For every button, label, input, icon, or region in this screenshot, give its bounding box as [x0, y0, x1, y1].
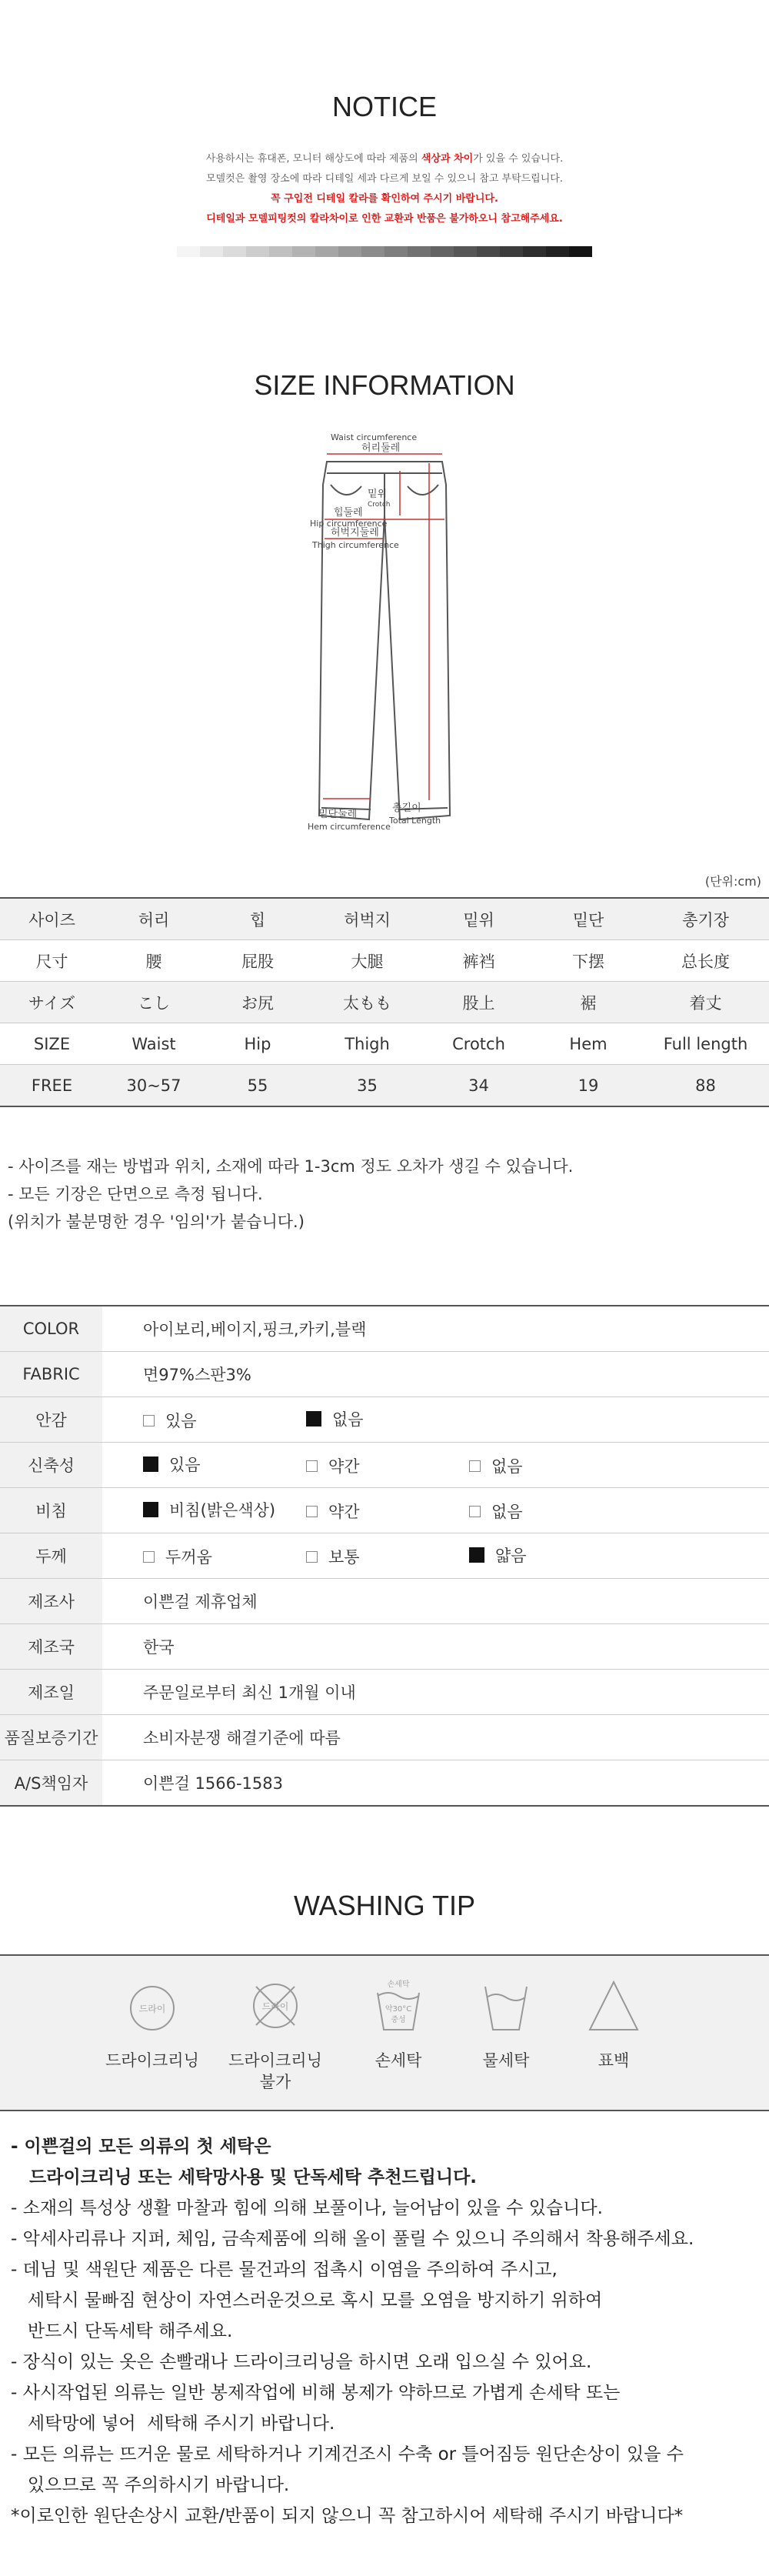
option: 약간: [306, 1454, 469, 1477]
size-table-row: [0, 982, 769, 1023]
hip-label-en: Hip circumference: [310, 519, 388, 529]
option: 있음: [143, 1453, 306, 1476]
option: 보통: [306, 1545, 469, 1568]
gradient-swatch: [338, 246, 361, 257]
size-table-cell: 허리: [104, 898, 204, 940]
wash-item-hand-wash: [345, 1956, 452, 2071]
size-note: (위치가 불분명한 경우 '임의'가 붙습니다.): [8, 1213, 305, 1231]
hand-wash-icon: [345, 1956, 452, 2033]
wash-label: 손세탁: [375, 2051, 422, 2070]
size-table-cell: 下摆: [534, 940, 642, 982]
checkbox-icon: [143, 1415, 155, 1426]
svg-text:손세탁: 손세탁: [387, 1980, 410, 1989]
wash-item-no-dry-clean: [221, 1956, 329, 2093]
notice-line-2: 모델컷은 촬영 장소에 따라 디테일 세과 다르게 보일 수 있으니 참고 부탁드립니다.: [205, 173, 563, 185]
size-table-cell: 30~57: [104, 1065, 204, 1107]
gradient-swatch: [292, 246, 315, 257]
washing-tip-line: 세탁망에 넣어 세탁해 주시기 바랍니다.: [11, 2414, 335, 2434]
size-note: - 사이즈를 재는 방법과 위치, 소재에 따라 1-3cm 정도 오차가 생길 수 있습니다.: [8, 1157, 574, 1176]
size-table-cell: 19: [534, 1065, 642, 1107]
spec-row-date: [0, 1670, 769, 1715]
gradient-swatch: [384, 246, 408, 257]
washing-tip-line: - 사시작업된 의류는 일반 봉제작업에 비해 봉제가 약하므로 가볍게 손세탁 또는: [11, 2383, 621, 2403]
size-table-row: [0, 898, 769, 940]
svg-text:드라이: 드라이: [138, 2004, 166, 2014]
gradient-bar: [177, 246, 592, 257]
water-wash-icon: [452, 1956, 560, 2033]
size-table-cell: 밑위: [423, 898, 534, 940]
washing-tip-line: 반드시 단독세탁 해주세요.: [11, 2321, 233, 2341]
spec-label: 비침: [0, 1488, 102, 1533]
washing-tip-line: - 악세사리류나 지퍼, 체임, 금속제품에 의해 올이 풀릴 수 있으니 주의해서 착용해주세요.: [11, 2229, 694, 2249]
hip-label-ko: 힙둘레: [334, 507, 363, 519]
no-dry-clean-icon: [221, 1956, 329, 2033]
checkbox-icon: [469, 1460, 481, 1472]
size-table-cell: 55: [204, 1065, 311, 1107]
size-notes: [8, 1153, 573, 1236]
spec-row-maker: [0, 1579, 769, 1624]
gradient-swatch: [177, 246, 200, 257]
svg-text:중성: 중성: [391, 2016, 406, 2024]
spec-row-as: [0, 1760, 769, 1807]
spec-label: 제조사: [0, 1579, 102, 1624]
wash-label: 드라이크리닝 불가: [228, 2051, 322, 2091]
waist-label-en: Waist circumference: [331, 432, 418, 442]
size-table-cell: 着丈: [642, 982, 769, 1023]
size-table-cell: Full length: [642, 1023, 769, 1065]
gradient-swatch: [200, 246, 223, 257]
length-label-en: Total Length: [389, 816, 441, 826]
size-table-cell: SIZE: [0, 1023, 104, 1065]
spec-label: 제조일: [0, 1670, 102, 1715]
washing-tip-line: - 이쁜걸의 모든 의류의 첫 세탁은: [11, 2137, 271, 2157]
spec-row-fabric: [0, 1352, 769, 1397]
notice-line-1: 사용하시는 휴대폰, 모니터 해상도에 따라 제품의 색상과 차이가 있을 수 있습니다.: [205, 153, 564, 165]
gradient-swatch: [246, 246, 269, 257]
svg-text:드라이: 드라이: [261, 2001, 289, 2012]
spec-table: [0, 1305, 769, 1807]
thigh-label-ko: 허벅지둘레: [331, 527, 379, 539]
washing-tip-line: - 데님 및 색원단 제품은 다른 물건과의 접촉시 이염을 주의하여 주시고,: [11, 2260, 558, 2280]
checkbox-checked-icon: [306, 1411, 321, 1426]
spec-label: 제조국: [0, 1624, 102, 1670]
spec-label: 두께: [0, 1533, 102, 1579]
size-table-cell: 腰: [104, 940, 204, 982]
spec-row-lining: [0, 1397, 769, 1443]
checkbox-icon: [306, 1460, 318, 1472]
wash-item-bleach: [560, 1956, 667, 2071]
option: 있음: [143, 1409, 306, 1432]
spec-label: 신축성: [0, 1443, 102, 1488]
gradient-swatch: [269, 246, 292, 257]
gradient-swatch: [523, 246, 546, 257]
size-table-cell: Thigh: [311, 1023, 423, 1065]
pants-diagram: [285, 431, 484, 846]
spec-value: 주문일로부터 최신 1개월 이내: [102, 1670, 769, 1715]
spec-label: 안감: [0, 1397, 102, 1443]
notice-line-4: 디테일과 모델피팅컷의 칼라차이로 인한 교환과 반품은 불가하오니 참고해주세요.: [206, 213, 563, 225]
checkbox-checked-icon: [469, 1547, 484, 1563]
size-table-cell: 大腿: [311, 940, 423, 982]
washing-tip-line: 세탁시 물빠짐 현상이 자연스러운것으로 혹시 모를 오염을 방지하기 위하여: [11, 2291, 603, 2311]
size-table-row: [0, 940, 769, 982]
size-table: [0, 897, 769, 1107]
spec-value: 이쁜걸 1566-1583: [102, 1760, 769, 1807]
notice-text: [0, 149, 769, 229]
unit-label: (단위:cm): [704, 874, 761, 889]
size-table-cell: お尻: [204, 982, 311, 1023]
option: 없음: [469, 1500, 632, 1523]
size-table-cell: 88: [642, 1065, 769, 1107]
gradient-swatch: [500, 246, 523, 257]
spec-row-warranty: [0, 1715, 769, 1760]
bleach-icon: [560, 1956, 667, 2033]
wash-label: 드라이크리닝: [105, 2051, 199, 2070]
washing-tip-line: 드라이크리닝 또는 세탁망사용 및 단독세탁 추천드립니다.: [11, 2167, 478, 2187]
size-table-cell: Waist: [104, 1023, 204, 1065]
washing-tip-line: - 장식이 있는 옷은 손빨래나 드라이크리닝을 하시면 오래 입으실 수 있어요.: [11, 2352, 592, 2372]
size-table-cell: 裾: [534, 982, 642, 1023]
size-table-cell: Crotch: [423, 1023, 534, 1065]
size-table-cell: こし: [104, 982, 204, 1023]
spec-value: 아이보리,베이지,핑크,카키,블랙: [102, 1306, 769, 1352]
size-table-cell: 屁股: [204, 940, 311, 982]
spec-row-country: [0, 1624, 769, 1670]
size-table-cell: Hip: [204, 1023, 311, 1065]
checkbox-checked-icon: [143, 1502, 158, 1517]
wash-label: 표백: [598, 2051, 630, 2070]
checkbox-icon: [143, 1551, 155, 1563]
option: 없음: [306, 1407, 469, 1430]
notice-line-3: 꼭 구입전 디테일 칼라를 확인하여 주시기 바랍니다.: [271, 193, 498, 205]
option: 얇음: [469, 1543, 632, 1567]
washing-tip-line: - 소재의 특성상 생활 마찰과 힘에 의해 보풀이나, 늘어남이 있을 수 있습니다.: [11, 2198, 603, 2218]
spec-value: 한국: [102, 1624, 769, 1670]
dry-clean-icon: [98, 1956, 206, 2033]
size-table-cell: 사이즈: [0, 898, 104, 940]
thigh-label-en: Thigh circumference: [312, 540, 399, 550]
gradient-swatch: [361, 246, 384, 257]
spec-label: COLOR: [0, 1306, 102, 1352]
gradient-swatch: [223, 246, 246, 257]
option: 약간: [306, 1500, 469, 1523]
hem-label-ko: 밑단둘레: [318, 809, 358, 820]
svg-text:약30°C: 약30°C: [384, 2005, 412, 2014]
wash-item-dry-clean: [98, 1956, 206, 2071]
spec-value: 이쁜걸 제휴업체: [102, 1579, 769, 1624]
notice-section: [0, 91, 769, 257]
spec-value: 면97%스판3%: [102, 1352, 769, 1397]
size-table-cell: 총기장: [642, 898, 769, 940]
checkbox-icon: [469, 1506, 481, 1517]
gradient-swatch: [408, 246, 431, 257]
spec-value: 소비자분쟁 해결기준에 따름: [102, 1715, 769, 1760]
size-table-cell: 总长度: [642, 940, 769, 982]
size-table-row: [0, 1023, 769, 1065]
spec-row-thickness: [0, 1533, 769, 1579]
size-table-cell: サイズ: [0, 982, 104, 1023]
size-table-cell: Hem: [534, 1023, 642, 1065]
size-note: - 모든 기장은 단면으로 측정 됩니다.: [8, 1185, 263, 1203]
washing-tip-line: 있으므로 꼭 주의하시기 바랍니다.: [11, 2475, 290, 2495]
checkbox-checked-icon: [143, 1457, 158, 1472]
length-label-ko: 총길이: [392, 802, 421, 814]
washing-tip-line: *이로인한 원단손상시 교환/반품이 되지 않으니 꼭 참고하시어 세탁해 주시기 바랍니다*: [11, 2506, 684, 2526]
size-table-cell: 허벅지: [311, 898, 423, 940]
wash-item-water-wash: [452, 1956, 560, 2071]
option: 없음: [469, 1454, 632, 1477]
washing-title: WASHING TIP: [293, 1890, 476, 1921]
washing-icons-row: [0, 1954, 769, 2111]
crotch-label-ko: 밑위: [368, 489, 388, 500]
spec-label: 품질보증기간: [0, 1715, 102, 1760]
gradient-swatch: [431, 246, 454, 257]
spec-row-color: [0, 1306, 769, 1352]
size-info-title: SIZE INFORMATION: [254, 369, 515, 401]
washing-tip-line: - 모든 의류는 뜨거운 물로 세탁하거나 기계건조시 수축 or 틀어짐등 원단손상이 있을 수: [11, 2444, 684, 2464]
size-table-cell: 股上: [423, 982, 534, 1023]
size-table-cell: 34: [423, 1065, 534, 1107]
spec-row-stretch: [0, 1443, 769, 1488]
notice-title: NOTICE: [331, 91, 437, 122]
crotch-label-en: Crotch: [368, 501, 391, 509]
gradient-swatch: [477, 246, 500, 257]
size-table-cell: 밑단: [534, 898, 642, 940]
size-table-cell: 힙: [204, 898, 311, 940]
option: 비침(밝은색상): [143, 1498, 306, 1521]
gradient-swatch: [569, 246, 592, 257]
wash-label: 물세탁: [482, 2051, 530, 2070]
spec-label: A/S책임자: [0, 1760, 102, 1807]
size-table-cell: 35: [311, 1065, 423, 1107]
gradient-swatch: [546, 246, 569, 257]
checkbox-icon: [306, 1551, 318, 1563]
size-table-cell: 裤裆: [423, 940, 534, 982]
checkbox-icon: [306, 1506, 318, 1517]
hem-label-en: Hem circumference: [308, 822, 391, 832]
waist-label-ko: 허리둘레: [361, 442, 401, 454]
spec-label: FABRIC: [0, 1352, 102, 1397]
size-table-cell: FREE: [0, 1065, 104, 1107]
spec-row-sheer: [0, 1488, 769, 1533]
size-table-cell: 太もも: [311, 982, 423, 1023]
option: 두꺼움: [143, 1545, 306, 1568]
size-table-row: [0, 1065, 769, 1107]
gradient-swatch: [315, 246, 338, 257]
gradient-swatch: [454, 246, 477, 257]
size-table-cell: 尺寸: [0, 940, 104, 982]
washing-tips: [11, 2131, 694, 2531]
